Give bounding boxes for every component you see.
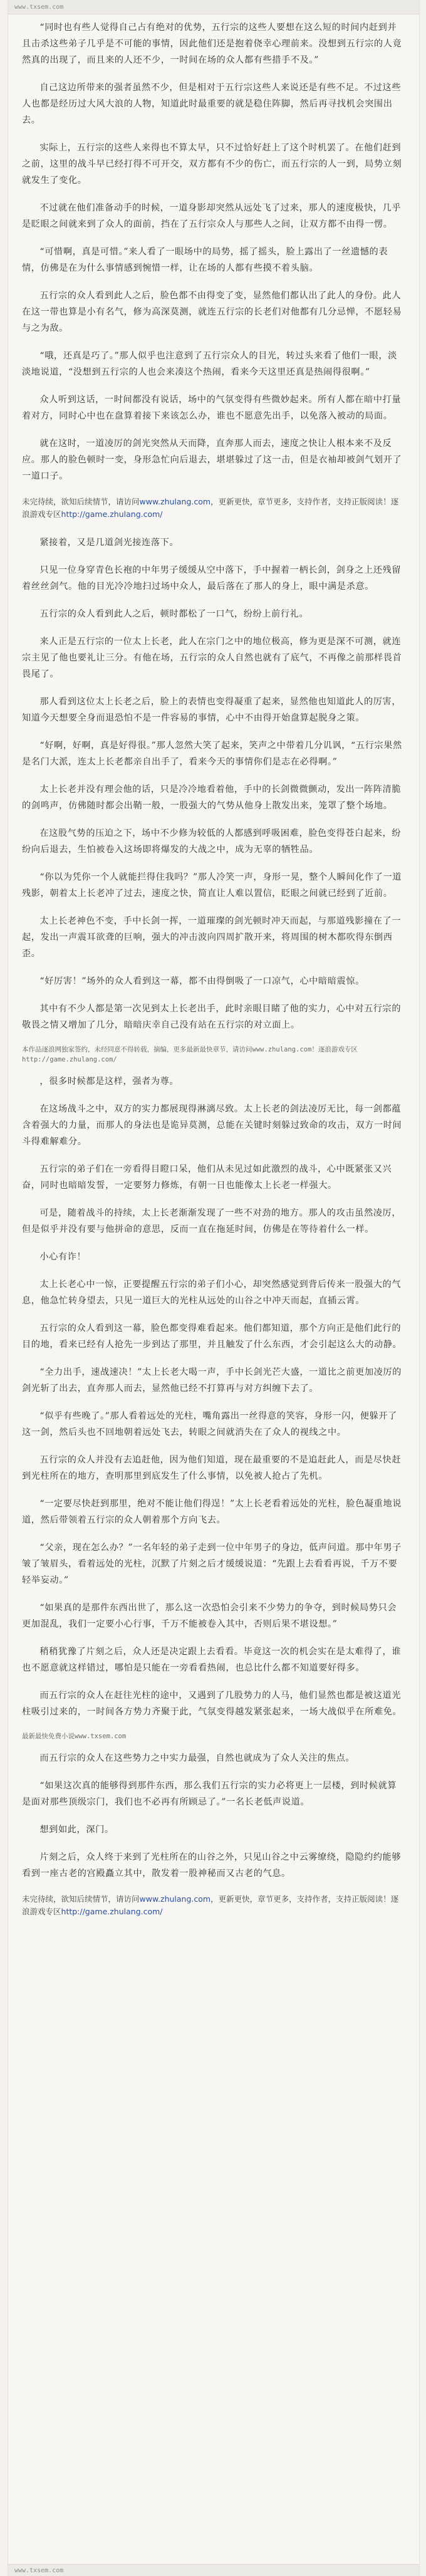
paragraph: 小心有诈！ — [39, 1252, 86, 1262]
paragraph: “如果真的是那件东西出世了，那么这一次恐怕会引来不少势力的争夺，到时候局势只会更加混乱，我们一定要小心行事，千万不能被卷入其中，否则后果不堪设想。” — [22, 1603, 397, 1629]
source-text: 最新最快免费小说 — [22, 1733, 75, 1740]
paragraph: 众人听到这话，一时间都没有说话，场中的气氛变得有些微妙起来。所有人都在暗中打量着对方，同时心中也在盘算着接下来该怎么办，谁也不愿意先出手，以免落入被动的局面。 — [22, 395, 402, 421]
paragraph: “好厉害！”场外的众人看到这一幕，都不由得倒吸了一口凉气，心中暗暗震惊。 — [39, 976, 365, 986]
paragraph: “如果这次真的能够得到那件东西，那么我们五行宗的实力必将更上一层楼，到时候就算是面对那些顶级宗门，我们也不必再有所顾忌了。”一名长老低声说道。 — [22, 1781, 397, 1807]
paragraph: “你以为凭你一个人就能拦得住我吗？”那人冷笑一声，身形一晃，整个人瞬间化作了一道残影，朝着太上长老冲了过去，速度之快，简直让人难以置信，眨眼之间就已经到了近前。 — [22, 872, 402, 899]
paragraph: 其中有不少人都是第一次见到太上长老出手，此时亲眼目睹了他的实力，心中对五行宗的敬畏之情又增加了几分，暗暗庆幸自己没有站在五行宗的对立面上。 — [22, 1004, 402, 1030]
paragraph: “似乎有些晚了。”那人看着远处的光柱，嘴角露出一丝得意的笑容，身形一闪，便躲开了这一剑，然后头也不回地朝着远处飞去，转眼之间就消失在了众人的视线之中。 — [22, 1411, 397, 1437]
paragraph: 而五行宗的众人在赶往光柱的途中，又遇到了几股势力的人马，他们显然也都是被这道光柱吸引过来的，一时间各方势力齐聚于此，气氛变得越发紧张起来，一场大战似乎在所难免。 — [22, 1691, 402, 1717]
game-link[interactable]: http://game.zhulang.com/ — [61, 1907, 163, 1916]
site-watermark: www.txsem.com — [14, 3, 64, 11]
source-text: 本作品逐浪网独家签约，未经同意不得转载，摘编，更多最新最快章节，请访问 — [22, 1046, 252, 1053]
text-blocks — [22, 19, 405, 1918]
paragraph: 太上长老心中一惊，正要提醒五行宗的弟子们小心，却突然感觉到背后传来一股强大的气息，他急忙转身望去，只见一道巨大的光柱从远处的山谷之中冲天而起，直插云霄。 — [22, 1280, 402, 1306]
paragraph: ，很多时候都是这样，强者为尊。 — [39, 1077, 179, 1087]
paragraph: 来人正是五行宗的一位太上长老，此人在宗门之中的地位极高，修为更是深不可测，就连宗主见了他也要礼让三分。有他在场，五行宗的众人自然也就有了底气，不再像之前那样畏首畏尾了。 — [22, 637, 402, 679]
paragraph: 五行宗的众人看到此人之后，顿时都松了一口气，纷纷上前行礼。 — [39, 609, 309, 619]
paragraph: “哦，还真是巧了。”那人似乎也注意到了五行宗众人的目光，转过头来看了他们一眼，淡淡地说道，“没想到五行宗的人也会来凑这个热闹，看来今天这里还真是热闹得很啊。” — [22, 351, 397, 377]
top-bar — [8, 0, 419, 14]
paragraph: 在这场战斗之中，双方的实力都展现得淋漓尽致。太上长老的剑法凌厉无比，每一剑都蕴含着强大的力量，而那人的身法也是诡异莫测，总能在关键时刻躲过致命的攻击，双方一时间斗得难解难分。 — [22, 1104, 402, 1147]
source-notice — [22, 1045, 405, 1065]
source-text: ！逐浪游戏专区 — [311, 1046, 358, 1053]
paragraph: 五行宗的众人看到此人之后，脸色都不由得变了变，显然他们都认出了此人的身份。此人在这一带也算是小有名气，修为高深莫测，就连五行宗的长老们对他都有几分忌惮，不愿轻易与之为敌。 — [22, 291, 402, 333]
chapter-content — [8, 14, 419, 1918]
paragraph: 片刻之后，众人终于来到了光柱所在的山谷之外，只见山谷之中云雾缭绕，隐隐约约能够看到一座古老的宫殿矗立其中，散发着一股神秘而又古老的气息。 — [22, 1852, 402, 1879]
source-url[interactable]: http://game.zhulang.com/ — [22, 1056, 117, 1063]
paragraph: 就在这时，一道凌厉的剑光突然从天而降，直奔那人而去，速度之快让人根本来不及反应。那人的脸色顿时一变，身形急忙向后退去，堪堪躲过了这一击，但是衣袖却被剑气划开了一道口子。 — [22, 439, 402, 481]
paragraph: 不过就在他们准备动手的时候，一道身影却突然从远处飞了过来，那人的速度极快，几乎是眨眼之间就来到了众人的面前，挡在了五行宗众人与那些人之间，让双方都不由得一愣。 — [22, 203, 402, 229]
paragraph: 五行宗的众人并没有去追赶他，因为他们知道，现在最重要的不是追赶此人，而是尽快赶到光柱所在的地方，查明那里到底发生了什么事情，以免被人抢占了先机。 — [22, 1455, 402, 1481]
paragraph: 那人看到这位太上长老之后，脸上的表情也变得凝重了起来，显然他也知道此人的厉害，知道今天想要全身而退恐怕不是一件容易的事情，心中不由得开始盘算起脱身之策。 — [22, 697, 402, 723]
paragraph: “好啊，好啊，真是好得很。”那人忽然大笑了起来，笑声之中带着几分讥讽，“五行宗果然是名门大派，连太上长老都亲自出手了，看来今天的事情你们是志在必得啊。” — [22, 741, 402, 767]
paragraph: “一定要尽快赶到那里，绝对不能让他们得逞！”太上长老看着远处的光柱，脸色凝重地说道，然后带领着五行宗的众人朝着那个方向飞去。 — [22, 1499, 402, 1525]
paragraph: “同时也有些人觉得自己占有绝对的优势，五行宗的这些人要想在这么短的时间内赶到并且击杀这些弟子几乎是不可能的事情，因此他们还是抱着侥幸心理前来。没想到五行宗的人竟然真的出现了，而且来的人还不少，一时间在场的众人都有些措手不及。” — [22, 23, 402, 65]
source-notice — [22, 1731, 405, 1741]
paragraph: 实际上，五行宗的这些人来得也不算太早，只不过恰好赶上了这个时机罢了。在他们赶到之前，这里的战斗早已经打得不可开交，双方都有不少的伤亡，而五行宗的人一到，局势立刻就发生了变化。 — [22, 143, 402, 185]
notice-text: ，更新更快，章节更多，支持作者，支持正版阅读！逐浪游戏专区 — [22, 1894, 399, 1916]
source-url[interactable]: www.zhulang.com — [252, 1046, 312, 1053]
paragraph: 五行宗的弟子们在一旁看得目瞪口呆，他们从未见过如此激烈的战斗，心中既紧张又兴奋，同时也暗暗发誓，一定要努力修炼，有朝一日也能像太上长老一样强大。 — [22, 1164, 392, 1191]
paragraph: “全力出手，速战速决！”太上长老大喝一声，手中长剑光芒大盛，一道比之前更加凌厉的剑光斩了出去，直奔那人而去，显然他已经不打算再与对方纠缠下去了。 — [22, 1367, 402, 1394]
source-url[interactable]: www.txsem.com — [75, 1733, 127, 1740]
notice-text: 未完待续，欲知后续情节，请访问 — [22, 497, 140, 506]
paragraph: 紧接着，又是几道剑光接连落下。 — [39, 538, 179, 548]
paragraph: 可是，随着战斗的持续，太上长老渐渐发现了一些不对劲的地方。那人的攻击虽然凌厉，但是似乎并没有要与他拼命的意思，反而一直在拖延时间，仿佛是在等待着什么一样。 — [22, 1208, 402, 1234]
notice-text: ，更新更快，章节更多，支持作者，支持正版阅读！逐浪游戏专区 — [22, 497, 399, 519]
notice-text: 未完待续，欲知后续情节，请访问 — [22, 1894, 140, 1904]
continue-notice — [22, 496, 405, 521]
site-link[interactable]: www.zhulang.com — [139, 1894, 211, 1904]
paragraph: 在这股气势的压迫之下，场中不少修为较低的人都感到呼吸困难，脸色变得苍白起来，纷纷向后退去，生怕被卷入这场即将爆发的大战之中，成为无辜的牺牲品。 — [22, 828, 402, 855]
paragraph: “可惜啊，真是可惜。”来人看了一眼场中的局势，摇了摇头，脸上露出了一丝遗憾的表情，仿佛是在为什么事情感到惋惜一样，让在场的人都有些摸不着头脑。 — [22, 247, 388, 273]
game-link[interactable]: http://game.zhulang.com/ — [61, 509, 163, 519]
paragraph: 稍稍犹豫了片刻之后，众人还是决定跟上去看看。毕竟这一次的机会实在是太难得了，谁也不愿意就这样错过，哪怕是只能在一旁看看热闹，也总比什么都不知道要好得多。 — [22, 1647, 402, 1673]
paragraph: “父亲，现在怎么办？”一名年轻的弟子走到一位中年男子的身边，低声问道。那中年男子皱了皱眉头，看着远处的光柱，沉默了片刻之后才缓缓说道：“先跟上去看看再说，千万不要轻举妄动。” — [22, 1543, 402, 1585]
paragraph: 想到如此，深门。 — [39, 1825, 114, 1835]
site-link[interactable]: www.zhulang.com — [139, 497, 211, 506]
paragraph: 太上长老并没有理会他的话，只是冷冷地看着他，手中的长剑微微颤动，发出一阵阵清脆的剑鸣声，仿佛随时都会出鞘一般，一股强大的气势从他身上散发出来，笼罩了整个场地。 — [22, 785, 402, 811]
continue-notice — [22, 1893, 405, 1918]
paragraph: 只见一位身穿青色长袍的中年男子缓缓从空中落下，手中握着一柄长剑，剑身之上还残留着丝丝剑气。他的目光冷冷地扫过场中众人，最后落在了那人的身上，眼中满是杀意。 — [22, 565, 402, 592]
paragraph: 自己这边所带来的强者虽然不少，但是相对于五行宗这些人来说还是有些不足。不过这些人也都是经历过大风大浪的人物，知道此时最重要的就是稳住阵脚，然后再寻找机会突围出去。 — [22, 83, 402, 125]
paragraph: 而五行宗的众人在这些势力之中实力最强，自然也就成为了众人关注的焦点。 — [39, 1753, 355, 1763]
paragraph: 五行宗的众人看到这一幕，脸色都变得难看起来。他们都知道，那个方向正是他们此行的目的地，看来已经有人抢先一步到达了那里，并且触发了什么东西，才会引起这么大的动静。 — [22, 1323, 402, 1350]
site-watermark-footer: www.txsem.com — [14, 2567, 64, 2574]
bottom-bar — [8, 2564, 419, 2576]
paragraph: 太上长老神色不变，手中长剑一挥，一道璀璨的剑光顿时冲天而起，与那道残影撞在了一起，发出一声震耳欲聋的巨响，强大的冲击波向四周扩散开来，将周围的树木都吹得东倒西歪。 — [22, 916, 402, 959]
reader-page — [8, 0, 420, 2576]
